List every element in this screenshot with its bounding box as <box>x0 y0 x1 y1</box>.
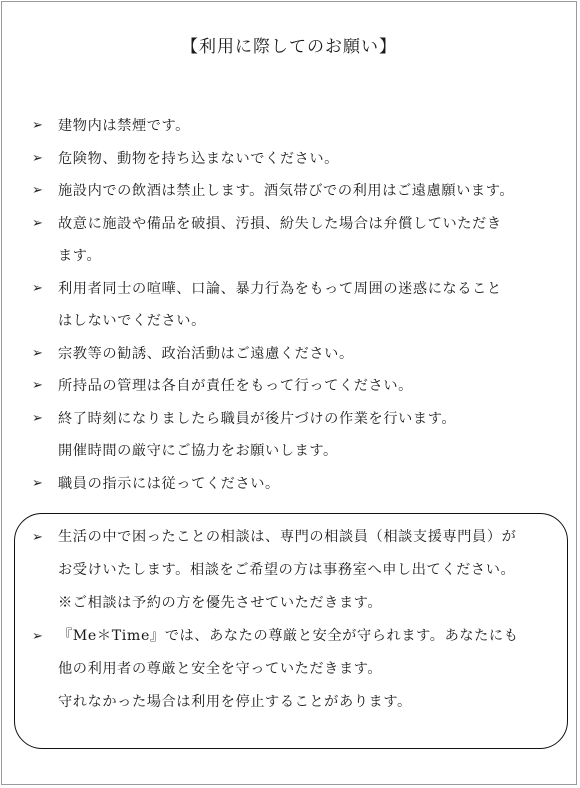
arrow-bullet-icon: ➢ <box>32 183 44 198</box>
rule-text-continued: ます。 <box>58 248 102 264</box>
arrow-bullet-icon: ➢ <box>32 378 44 393</box>
rule-item <box>32 338 552 371</box>
arrow-bullet-icon: ➢ <box>32 215 44 231</box>
rule-text-continued: はしないでください。 <box>58 313 206 329</box>
notice-text: 『Me＊Time』では、あなたの尊厳と安全が守られます。あなたにも <box>58 628 519 644</box>
notice-text-note: ※ご相談は予約の方を優先させていただきます。 <box>58 595 383 611</box>
rule-item <box>32 143 552 176</box>
arrow-bullet-icon: ➢ <box>32 150 44 166</box>
rule-text: 建物内は禁煙です。 <box>58 118 190 134</box>
page-title: 【利用に際してのお願い】 <box>181 37 397 57</box>
rule-text: 危険物、動物を持ち込まないでください。 <box>58 150 339 167</box>
notice-text-continued: お受けいたします。相談をご希望の方は事務室へ申し出てください。 <box>58 562 516 578</box>
arrow-bullet-icon: ➢ <box>32 530 44 545</box>
arrow-bullet-icon: ➢ <box>32 280 44 296</box>
rule-text: 宗教等の勧誘、政治活動はご遠慮ください。 <box>58 345 354 362</box>
notice-text: 生活の中で困ったことの相談は、専門の相談員（相談支援専門員）が <box>58 529 517 545</box>
notice-item-dignity <box>32 620 552 719</box>
rule-text: 所持品の管理は各自が責任をもって行ってください。 <box>58 378 413 394</box>
arrow-bullet-icon: ➢ <box>32 345 44 361</box>
rule-item <box>32 468 552 501</box>
notice-item-consultation <box>32 521 552 620</box>
arrow-bullet-icon: ➢ <box>32 475 44 491</box>
rule-item <box>32 403 552 468</box>
notice-text-continued: 他の利用者の尊厳と安全を守っていただきます。 <box>58 661 383 677</box>
rule-item <box>32 175 552 208</box>
rule-text: 職員の指示には従ってください。 <box>58 475 280 492</box>
rule-text: 施設内での飲酒は禁止します。酒気帯びでの利用はご遠慮願います。 <box>58 183 515 199</box>
arrow-bullet-icon: ➢ <box>32 629 44 644</box>
arrow-bullet-icon: ➢ <box>32 118 44 133</box>
rule-text: 終了時刻になりましたら職員が後片づけの作業を行います。 <box>58 410 457 427</box>
rule-item <box>32 370 552 403</box>
rule-text: 故意に施設や備品を破損、汚損、紛失した場合は弁償していただき <box>58 215 502 232</box>
arrow-bullet-icon: ➢ <box>32 410 44 426</box>
rule-text: 利用者同士の喧嘩、口論、暴力行為をもって周囲の迷惑になること <box>58 280 502 297</box>
rule-text-continued: 開催時間の厳守にご協力をお願いします。 <box>58 443 338 459</box>
notice-text-continued: 守れなかった場合は利用を停止することがあります。 <box>58 694 412 710</box>
notice-list <box>32 521 552 719</box>
rule-item <box>32 273 552 338</box>
rule-item <box>32 208 552 273</box>
rules-list <box>32 110 552 500</box>
document-page <box>1 1 577 785</box>
rule-item <box>32 110 552 143</box>
